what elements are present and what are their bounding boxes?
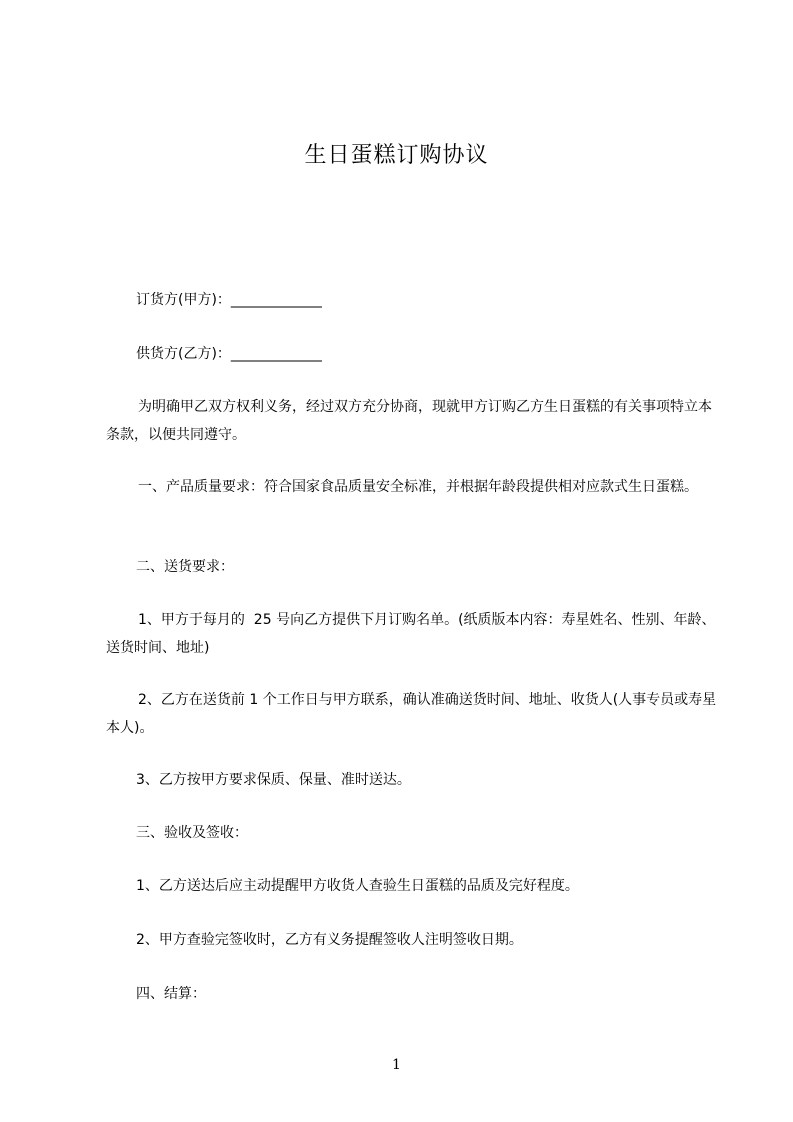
intro-paragraph: 为明确甲乙双方权利义务，经过双方充分协商，现就甲方订购乙方生日蛋糕的有关事项特立本条款，以便共同遵守。: [106, 399, 712, 443]
supplier-field: 供货方(乙方)：_____________: [136, 346, 322, 362]
section-2-heading: 二、送货要求：: [136, 559, 234, 575]
section-3-item-1: 1、乙方送达后应主动提醒甲方收货人查验生日蛋糕的品质及完好程度。: [136, 878, 579, 894]
buyer-field: 订货方(甲方)：_____________: [136, 292, 322, 308]
document-title: 生日蛋糕订购协议: [304, 143, 489, 168]
section-2-item-3: 3、乙方按甲方要求保质、保量、准时送达。: [136, 772, 411, 788]
section-1-quality: 一、产品质量要求：符合国家食品质量安全标准，并根据年龄段提供相对应款式生日蛋糕。: [138, 479, 698, 495]
section-3-item-2: 2、甲方查验完签收时，乙方有义务提醒签收人注明签收日期。: [136, 932, 523, 948]
section-3-heading: 三、验收及签收：: [136, 825, 248, 841]
page-number: 1: [392, 1057, 401, 1073]
section-2-item-1: 1、甲方于每月的 25 号向乙方提供下月订购名单。(纸质版本内容：寿星姓名、性别、年龄、送货时间、地址): [106, 612, 716, 656]
section-4-heading: 四、结算：: [136, 986, 206, 1002]
section-2-item-2: 2、乙方在送货前 1 个工作日与甲方联系，确认准确送货时间、地址、收货人(人事专员或寿星本人)。: [106, 692, 717, 736]
